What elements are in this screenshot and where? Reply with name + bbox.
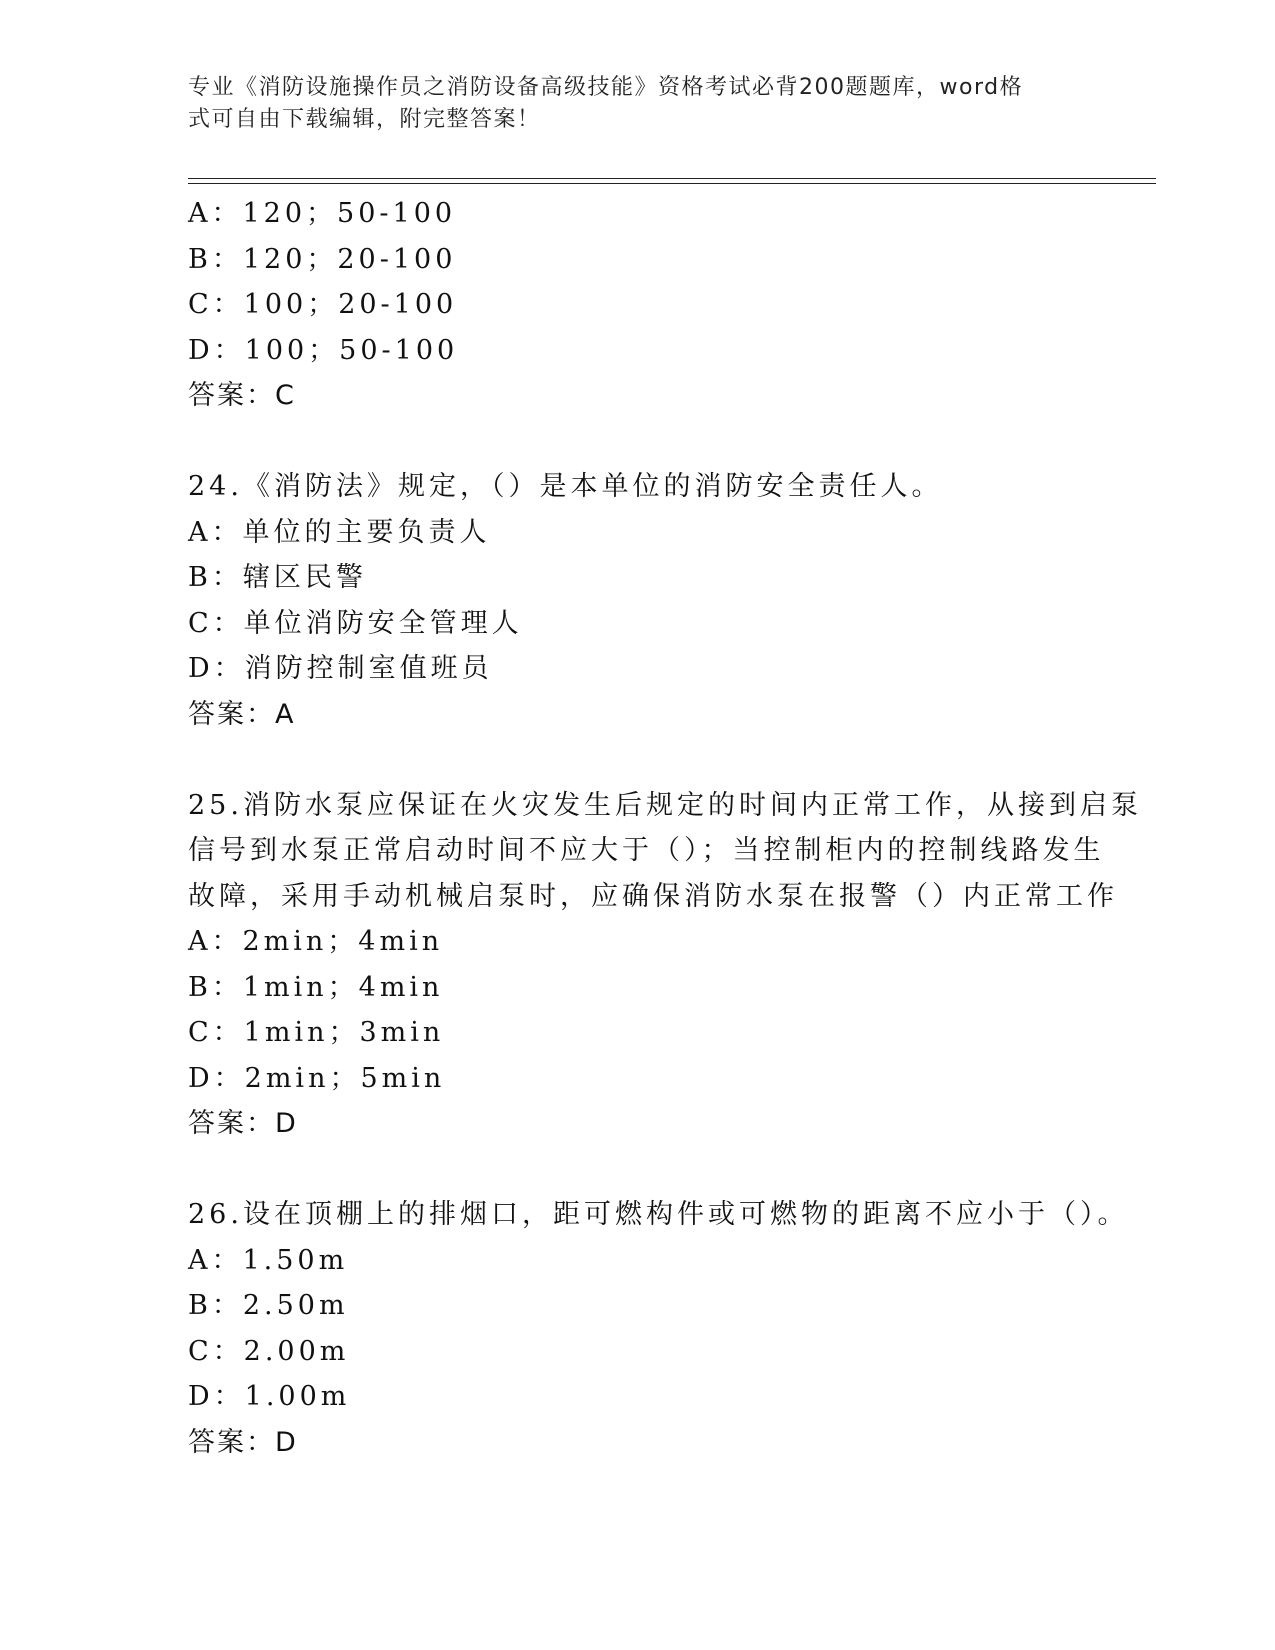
option-a: A：120；50-100	[188, 198, 457, 229]
option-a: A：2min；4min	[188, 926, 444, 957]
option-b: B：120；20-100	[188, 243, 457, 275]
option-d: D：1.00m	[188, 1381, 351, 1412]
header-divider-bottom	[188, 183, 1156, 184]
question-text-line-2: 信号到水泵正常启动时间不应大于（）；当控制柜内的控制线路发生	[188, 835, 1105, 866]
option-a: A：单位的主要负责人	[188, 516, 491, 548]
header-line-1: 专业《消防设施操作员之消防设备高级技能》资格考试必背200题题库，word格	[188, 75, 1024, 100]
spacer	[188, 737, 1088, 783]
document-header	[188, 72, 1088, 136]
option-d: D：2min；5min	[188, 1062, 446, 1094]
option-c: C：单位消防安全管理人	[188, 607, 523, 639]
question-text-line-3: 故障，采用手动机械启泵时，应确保消防水泵在报警（）内正常工作	[188, 880, 1118, 912]
option-d: D：消防控制室值班员	[188, 653, 493, 684]
option-b: B：1min；4min	[188, 971, 444, 1003]
question-text: 26.设在顶棚上的排烟口，距可燃构件或可燃物的距离不应小于（）。	[188, 1199, 1129, 1230]
question-text-line-1: 25.消防水泵应保证在火灾发生后规定的时间内正常工作，从接到启泵	[188, 789, 1142, 821]
spacer	[188, 419, 1088, 465]
question-text: 24.《消防法》规定，（）是本单位的消防安全责任人。	[188, 471, 943, 502]
question-23-block	[188, 191, 1088, 419]
header-divider-top	[188, 178, 1156, 179]
question-24-block	[188, 464, 1088, 737]
answer-line: 答案：A	[188, 698, 296, 730]
option-a: A：1.50m	[188, 1244, 349, 1276]
option-d: D：100；50-100	[188, 334, 459, 366]
option-c: C：100；20-100	[188, 289, 458, 320]
spacer	[188, 1147, 1088, 1193]
answer-line: 答案：C	[188, 380, 296, 411]
answer-line: 答案：D	[188, 1426, 298, 1458]
question-25-block	[188, 783, 1142, 1147]
option-b: B：2.50m	[188, 1290, 349, 1321]
question-26-block	[188, 1192, 1129, 1465]
header-line-2: 式可自由下载编辑，附完整答案！	[188, 107, 541, 132]
option-c: C：1min；3min	[188, 1017, 445, 1048]
question-list	[188, 191, 1142, 1465]
option-c: C：2.00m	[188, 1335, 350, 1367]
option-b: B：辖区民警	[188, 562, 367, 593]
answer-line: 答案：D	[188, 1108, 298, 1139]
